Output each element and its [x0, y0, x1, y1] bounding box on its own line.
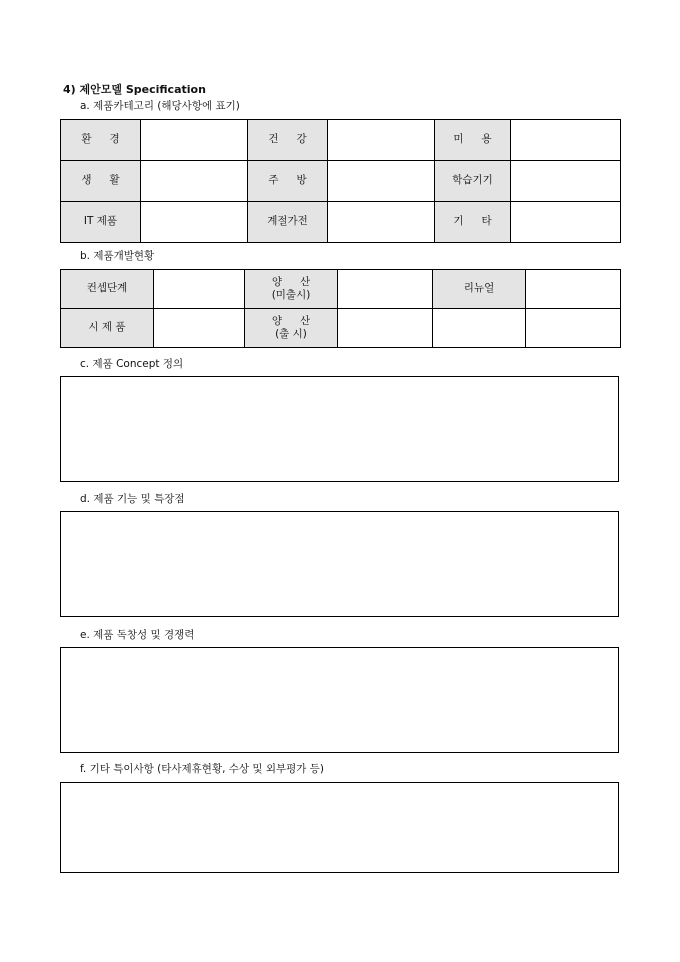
category-check-learning[interactable] [511, 161, 621, 202]
category-label-environment: 환 경 [61, 120, 141, 161]
category-check-environment[interactable] [141, 120, 248, 161]
other-title: f. 기타 특이사항 (타사제휴현황, 수상 및 외부평가 등) [80, 763, 325, 775]
category-check-health[interactable] [328, 120, 435, 161]
dev-empty-cell-1[interactable] [433, 309, 526, 348]
concept-title: c. 제품 Concept 정의 [80, 358, 184, 370]
concept-textbox[interactable] [60, 376, 619, 482]
dev-label-mass-unreleased [245, 270, 338, 309]
dev-status-table [60, 269, 621, 348]
category-check-living[interactable] [141, 161, 248, 202]
dev-check-concept[interactable] [154, 270, 245, 309]
category-label-other: 기 타 [435, 202, 511, 243]
dev-status-title: b. 제품개발현황 [80, 250, 155, 262]
dev-check-mass-unreleased[interactable] [338, 270, 433, 309]
section-title: 4) 제안모델 Specification [63, 83, 206, 96]
dev-label-mass-released-line2: (출 시) [275, 328, 307, 340]
category-label-living: 생 활 [61, 161, 141, 202]
category-label-it: IT 제품 [61, 202, 141, 243]
category-check-seasonal[interactable] [328, 202, 435, 243]
category-check-it[interactable] [141, 202, 248, 243]
category-label-kitchen: 주 방 [248, 161, 328, 202]
dev-label-prototype: 시 제 품 [61, 309, 154, 348]
features-title: d. 제품 기능 및 특장점 [80, 493, 185, 505]
category-table [60, 119, 621, 243]
category-title: a. 제품카테고리 (해당사항에 표기) [80, 100, 240, 112]
category-check-beauty[interactable] [511, 120, 621, 161]
category-check-other[interactable] [511, 202, 621, 243]
category-label-beauty: 미 용 [435, 120, 511, 161]
uniqueness-textbox[interactable] [60, 647, 619, 753]
category-label-seasonal: 계절가전 [248, 202, 328, 243]
features-textbox[interactable] [60, 511, 619, 617]
dev-label-mass-released [245, 309, 338, 348]
category-label-health: 건 강 [248, 120, 328, 161]
dev-label-mass-released-line1: 양 산 [271, 314, 311, 327]
dev-label-renewal: 리뉴얼 [433, 270, 526, 309]
other-textbox[interactable] [60, 782, 619, 873]
dev-check-renewal[interactable] [526, 270, 621, 309]
category-check-kitchen[interactable] [328, 161, 435, 202]
dev-empty-cell-2[interactable] [526, 309, 621, 348]
uniqueness-title: e. 제품 독창성 및 경쟁력 [80, 629, 195, 641]
category-label-learning: 학습기기 [435, 161, 511, 202]
dev-check-prototype[interactable] [154, 309, 245, 348]
dev-check-mass-released[interactable] [338, 309, 433, 348]
dev-label-mass-unreleased-line2: (미출시) [271, 289, 311, 301]
dev-label-mass-unreleased-line1: 양 산 [271, 275, 311, 288]
dev-label-concept: 컨셉단계 [61, 270, 154, 309]
